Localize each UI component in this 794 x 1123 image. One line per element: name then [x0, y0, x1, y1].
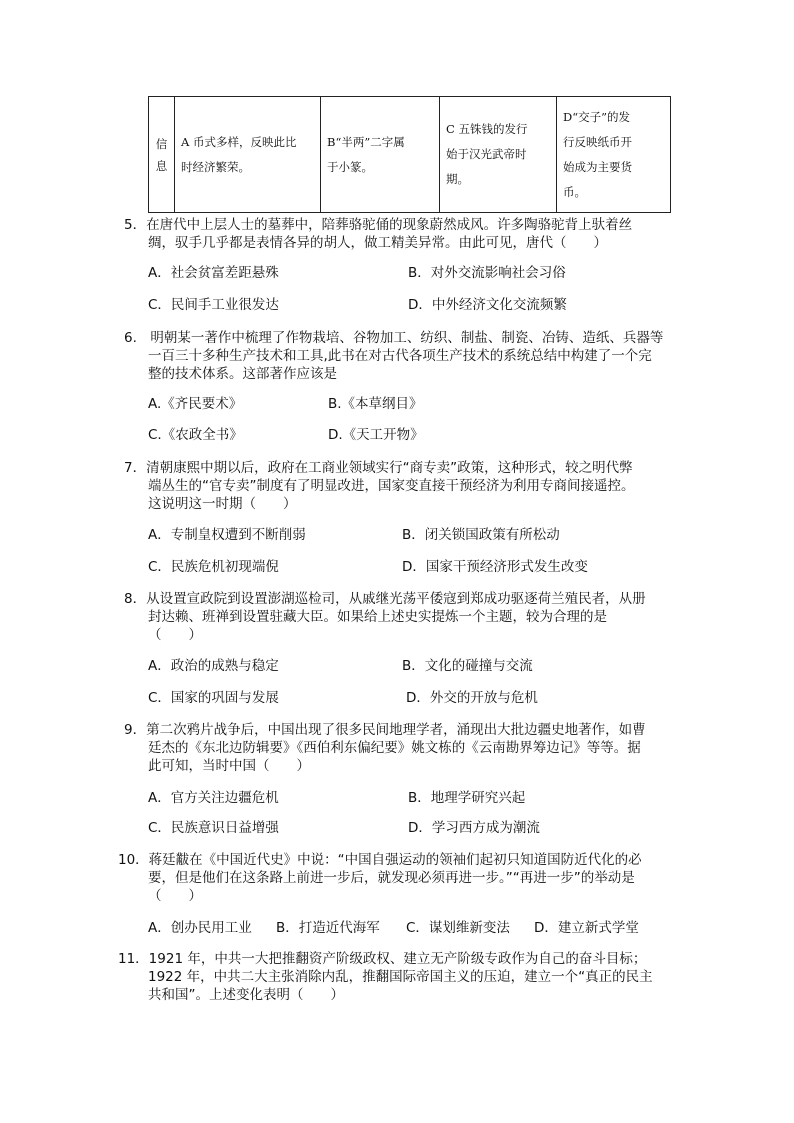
- cell-line: 时经济繁荣。: [181, 159, 250, 174]
- options-row: [148, 263, 678, 283]
- option-a[interactable]: A．创办民用工业: [148, 920, 252, 936]
- option-c[interactable]: C.《农政全书》: [148, 427, 243, 443]
- table-cell-a: [175, 97, 321, 213]
- options-row: [148, 656, 678, 676]
- option-a[interactable]: A．专制皇权遭到不断削弱: [148, 527, 306, 543]
- question-line: 端丛生的“官专卖”制度有了明显改进，国家变直接干预经济为利用专商间接遥控。: [148, 478, 635, 494]
- option-a[interactable]: A．政治的成熟与稳定: [148, 658, 279, 674]
- options-row: [148, 557, 678, 577]
- question-line: 廷杰的《东北边防辑要》《西伯利东偏纪要》姚文栋的《云南勘界筹边记》等等。据: [148, 740, 641, 756]
- question-line: 6. 明朝某一著作中梳理了作物栽培、谷物加工、纺织、制盐、制瓷、冶铸、造纸、兵器等: [124, 330, 664, 346]
- question-line: （ ）: [148, 888, 202, 904]
- question-line: 封达赖、班禅到设置驻藏大臣。如果给上述史实提炼一个主题，较为合理的是: [148, 609, 607, 625]
- cell-line: 于小篆。: [327, 159, 373, 174]
- options-row: [148, 394, 548, 414]
- options-row: [148, 818, 678, 838]
- option-d[interactable]: D．学习西方成为潮流: [408, 820, 540, 836]
- option-d[interactable]: D.《天工开物》: [328, 427, 424, 443]
- option-a[interactable]: A.《齐民要术》: [148, 396, 243, 412]
- option-b[interactable]: B．对外交流影响社会习俗: [408, 265, 566, 281]
- option-c[interactable]: C．民间手工业很发达: [148, 297, 279, 313]
- options-row: [148, 425, 548, 445]
- option-d[interactable]: D．国家干预经济形式发生改变: [402, 559, 588, 575]
- question-line: 绸，驭手几乎都是表情各异的胡人，做工精美异常。由此可见，唐代（ ）: [148, 235, 607, 251]
- option-a[interactable]: A．官方关注边疆危机: [148, 790, 279, 806]
- cell-line: 行反映纸币开: [563, 134, 632, 149]
- cell-line: D“交子”的发: [563, 109, 630, 124]
- question-line: 9．第二次鸦片战争后，中国出现了很多民间地理学者，涌现出大批边疆史地著作，如曹: [124, 722, 646, 738]
- question-line: 7．清朝康熙中期以后，政府在工商业领域实行“商专卖”政策，这种形式，较之明代弊: [124, 460, 633, 476]
- cell-line: B“半两”二字属: [327, 134, 405, 149]
- option-d[interactable]: D．外交的开放与危机: [406, 690, 538, 706]
- cell-line: 币。: [563, 184, 586, 199]
- cell-line: 始成为主要货: [563, 159, 632, 174]
- question-line: 8．从设置宣政院到设置澎湖巡检司，从戚继光荡平倭寇到郑成功驱逐荷兰殖民者，从册: [124, 591, 646, 607]
- question-line: 10．蒋廷黻在《中国近代史》中说：“中国自强运动的领袖们起初只知道国防近代化的必: [118, 852, 642, 868]
- options-row: [148, 525, 678, 545]
- question-line: 共和国”。上述变化表明（ ）: [148, 987, 344, 1003]
- question-line: （ ）: [148, 627, 202, 643]
- option-c[interactable]: C．民族意识日益增强: [148, 820, 279, 836]
- option-c[interactable]: C．国家的巩固与发展: [148, 690, 279, 706]
- cell-line: C 五铢钱的发行: [446, 122, 528, 136]
- cell-line: 期。: [446, 172, 469, 186]
- option-b[interactable]: B．文化的碰撞与交流: [402, 658, 533, 674]
- question-line: 整的技术体系。这部著作应该是: [148, 366, 337, 382]
- options-row: [148, 688, 678, 708]
- question-line: 5．在唐代中上层人士的墓葬中，陪葬骆驼俑的现象蔚然成风。许多陶骆驼背上驮着丝: [124, 217, 633, 233]
- option-b[interactable]: B．打造近代海军: [276, 920, 380, 936]
- table-cell-b: [321, 97, 440, 213]
- table-header-char: 息: [155, 158, 168, 173]
- option-c[interactable]: C．民族危机初现端倪: [148, 559, 279, 575]
- table-header-cell: [149, 97, 175, 213]
- question-line: 1922 年，中共二大主张消除内乱，推翻国际帝国主义的压迫，建立一个“真正的民主: [148, 969, 653, 985]
- options-row: [148, 295, 678, 315]
- option-a[interactable]: A．社会贫富差距悬殊: [148, 265, 279, 281]
- option-d[interactable]: D．中外经济文化交流频繁: [408, 297, 567, 313]
- option-b[interactable]: B．闭关锁国政策有所松动: [402, 527, 560, 543]
- cell-line: 始于汉光武帝时: [446, 147, 527, 161]
- table-header-char: 信: [155, 136, 168, 151]
- option-d[interactable]: D．建立新式学堂: [534, 920, 639, 936]
- options-row: [148, 788, 678, 808]
- cell-line: A 币式多样，反映此比: [181, 134, 297, 149]
- table-cell-d: [557, 97, 671, 213]
- table-row: [149, 97, 671, 213]
- options-row: [148, 918, 678, 938]
- question-line: 此可知，当时中国（ ）: [148, 758, 310, 774]
- question-line: 11．1921 年，中共一大把推翻资产阶级政权、建立无产阶级专政作为自己的奋斗目标；: [118, 951, 647, 967]
- info-table: [148, 96, 671, 213]
- option-b[interactable]: B．地理学研究兴起: [408, 790, 526, 806]
- question-line: 这说明这一时期（ ）: [148, 496, 297, 512]
- option-b[interactable]: B.《本草纲目》: [328, 396, 423, 412]
- table-cell-c: [440, 97, 557, 213]
- question-line: 要，但是他们在这条路上前进一步后，就发现必须再进一步。”“再进一步”的举动是: [148, 870, 635, 886]
- question-line: 一百三十多种生产技术和工具,此书在对古代各项生产技术的系统总结中构建了一个完: [148, 348, 652, 364]
- option-c[interactable]: C．谋划维新变法: [406, 920, 510, 936]
